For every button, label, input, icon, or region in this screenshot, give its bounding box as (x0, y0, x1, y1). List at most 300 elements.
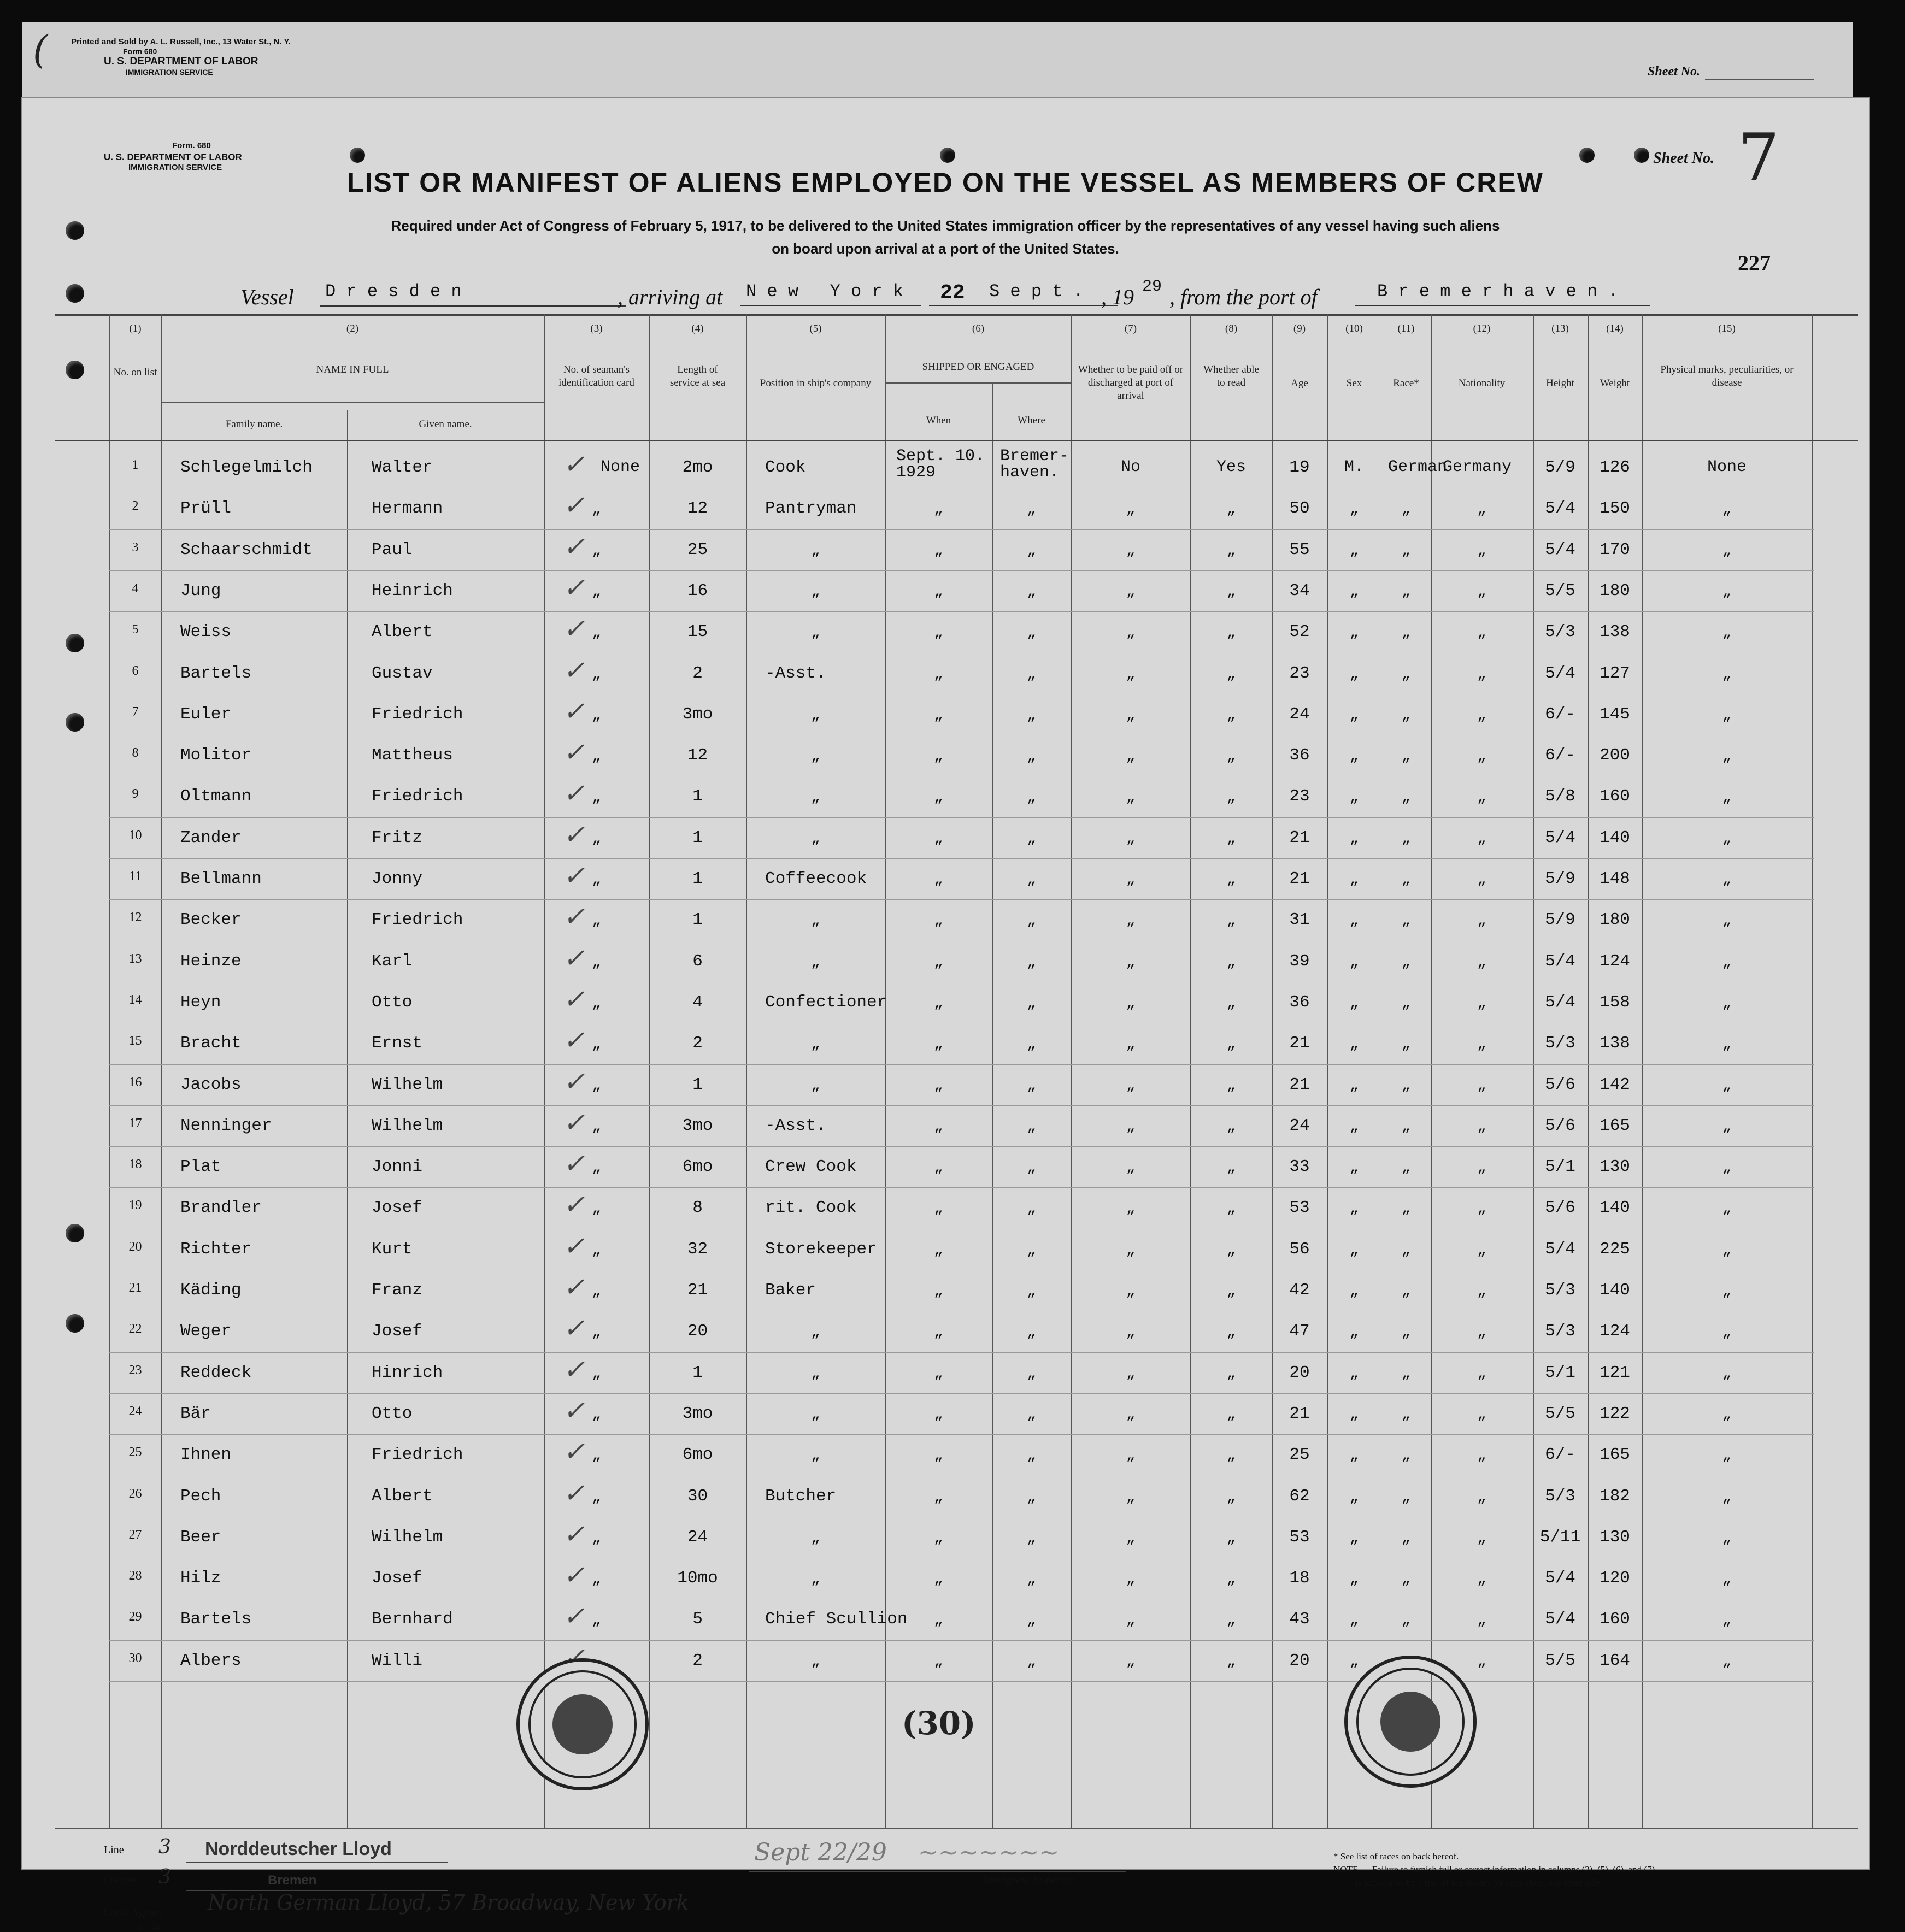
cell-length: 2 (692, 1034, 703, 1053)
check-mark-icon: ✓ (563, 943, 585, 974)
ditto-mark: „ (1401, 1200, 1411, 1218)
cell-length: 12 (687, 499, 708, 519)
cell-family: Schlegelmilch (180, 458, 313, 477)
consulate-seal (1344, 1656, 1477, 1788)
ditto-mark: „ (1349, 665, 1359, 683)
table-row (22, 572, 1869, 612)
ditto-mark: „ (934, 1241, 943, 1259)
ditto-mark: „ (1226, 1653, 1236, 1670)
cell-age: 21 (1289, 1075, 1310, 1094)
cell-given: Paul (372, 540, 413, 559)
ditto-mark: „ (1349, 912, 1359, 930)
cell-family: Nenninger (180, 1116, 272, 1135)
cell-weight: 180 (1600, 581, 1630, 600)
cell-weight: 160 (1600, 787, 1630, 806)
ditto-mark: „ (1226, 1406, 1236, 1423)
ditto-mark: „ (592, 748, 601, 765)
cell-no: 12 (128, 910, 142, 925)
ditto-mark: „ (811, 1571, 820, 1588)
cell-length: 2 (692, 1651, 703, 1670)
ditto-mark: „ (1126, 912, 1136, 930)
ditto-mark: „ (1349, 1365, 1359, 1382)
ditto-mark: „ (1401, 1077, 1411, 1094)
inspector-underline (749, 1871, 1126, 1872)
ditto-mark: „ (1722, 542, 1732, 559)
cell-height: 5/4 (1545, 499, 1575, 519)
cell-weight: 164 (1600, 1651, 1630, 1670)
cell-height: 5/1 (1545, 1363, 1575, 1382)
cell-given: Bernhard (372, 1610, 453, 1629)
col-header-age: Age (1291, 378, 1308, 389)
table-row (22, 736, 1869, 777)
cell-height: 5/3 (1545, 622, 1575, 642)
ditto-mark: „ (1126, 748, 1136, 765)
ditto-mark: „ (1226, 1447, 1236, 1465)
cell-age: 55 (1289, 540, 1310, 559)
binder-hole (66, 284, 84, 303)
cell-given: Wilhelm (372, 1527, 443, 1547)
check-mark-icon: ✓ (563, 655, 585, 686)
col-number: (8) (1225, 323, 1238, 334)
ditto-mark: „ (1722, 625, 1732, 642)
cell-weight: 180 (1600, 910, 1630, 930)
cell-family: Oltmann (180, 787, 252, 806)
ditto-mark: „ (1027, 994, 1036, 1012)
table-row (22, 859, 1869, 900)
col-header-position: Position in ship's company (760, 378, 872, 389)
cell-position: Butcher (765, 1486, 837, 1506)
ditto-mark: „ (1226, 706, 1236, 724)
cell-family: Plat (180, 1157, 221, 1177)
department: U. S. DEPARTMENT OF LABOR (104, 152, 242, 162)
ditto-mark: „ (592, 1612, 601, 1629)
cell-length: 6 (692, 951, 703, 971)
cell-age: 24 (1289, 704, 1310, 724)
cell-given: Jonni (372, 1157, 423, 1177)
ditto-mark: „ (1401, 1406, 1411, 1423)
ditto-mark: „ (1477, 994, 1486, 1012)
cell-family: Reddeck (180, 1363, 252, 1382)
ditto-mark: „ (1477, 1283, 1486, 1300)
ditto-mark: „ (1126, 1324, 1136, 1341)
ditto-mark: „ (934, 1653, 943, 1670)
ditto-mark: „ (934, 912, 943, 930)
ditto-mark: „ (1126, 1036, 1136, 1053)
cell-no: 2 (132, 499, 139, 514)
ditto-mark: „ (1722, 789, 1732, 806)
service: IMMIGRATION SERVICE (128, 163, 222, 172)
cell-family: Bär (180, 1404, 211, 1423)
inspector-scribble: ~~~~~~~ (918, 1839, 1060, 1866)
table-row (22, 1641, 1869, 1682)
ditto-mark: „ (592, 871, 601, 888)
cell-height: 5/4 (1545, 1569, 1575, 1588)
ditto-mark: „ (1722, 994, 1732, 1012)
ditto-mark: „ (934, 789, 943, 806)
ditto-mark: „ (592, 706, 601, 724)
ditto-mark: „ (1722, 1200, 1732, 1218)
ditto-mark: „ (592, 1159, 601, 1177)
cell-height: 5/4 (1545, 663, 1575, 683)
ditto-mark: „ (1126, 789, 1136, 806)
cell-no: 16 (128, 1075, 142, 1089)
ditto-mark: „ (1349, 625, 1359, 642)
ditto-mark: „ (934, 1324, 943, 1341)
ditto-mark: „ (1349, 501, 1359, 519)
table-row (22, 531, 1869, 572)
ditto-mark: „ (1401, 1036, 1411, 1053)
col-header-when: When (926, 415, 951, 426)
shipped-subheader-line (885, 382, 1071, 384)
ditto-mark: „ (934, 953, 943, 971)
ditto-mark: „ (811, 1529, 820, 1547)
cell-family: Bellmann (180, 869, 262, 888)
ditto-mark: „ (592, 665, 601, 683)
cell-given: Hinrich (372, 1363, 443, 1382)
ditto-mark: „ (1226, 1488, 1236, 1506)
table-row (22, 983, 1869, 1024)
ditto-mark: „ (1027, 748, 1036, 765)
ditto-mark: „ (1349, 1447, 1359, 1465)
ditto-mark: „ (1401, 953, 1411, 971)
cell-position: Storekeeper (765, 1239, 877, 1259)
cell-no: 21 (128, 1281, 142, 1295)
cell-position: -Asst. (765, 663, 826, 683)
cell-family: Käding (180, 1281, 242, 1300)
cell-position: Cook (765, 458, 806, 477)
top-sheet-label: Sheet No. (1648, 64, 1700, 79)
cell-length: 2mo (682, 458, 713, 477)
ditto-mark: „ (1027, 542, 1036, 559)
mark-3: 3 (158, 1836, 171, 1858)
check-mark-icon: ✓ (563, 1148, 585, 1180)
cell-height: 5/3 (1545, 1322, 1575, 1341)
table-row (22, 1353, 1869, 1394)
page-title: LIST OR MANIFEST OF ALIENS EMPLOYED ON THE VESSEL AS MEMBERS OF CREW (347, 167, 1544, 198)
ditto-mark: „ (1226, 830, 1236, 847)
ditto-mark: „ (1027, 871, 1036, 888)
check-mark-icon: ✓ (563, 1272, 585, 1303)
col-header-where: Where (1018, 415, 1045, 426)
cell-weight: 124 (1600, 951, 1630, 971)
departure-port: B r e m e r h a v e n . (1377, 281, 1619, 302)
ditto-mark: „ (811, 706, 820, 724)
cell-family: Jacobs (180, 1075, 242, 1094)
cell-height: 5/9 (1545, 869, 1575, 888)
ditto-mark: „ (811, 748, 820, 765)
ditto-mark: „ (1401, 1241, 1411, 1259)
ditto-mark: „ (1477, 1653, 1486, 1670)
check-mark-icon: ✓ (563, 1477, 585, 1509)
agents-label: Local Agents (104, 1907, 162, 1919)
line-underline (186, 1862, 448, 1863)
cell-weight: 138 (1600, 1034, 1630, 1053)
ditto-mark: „ (1401, 748, 1411, 765)
ditto-mark: „ (1722, 1159, 1732, 1177)
manifest-sheet (22, 98, 1869, 1931)
arrival-port: N e w Y o r k (746, 281, 904, 302)
cell-height: 5/6 (1545, 1116, 1575, 1135)
arriving-label: , arriving at (618, 285, 723, 309)
ditto-mark: „ (1477, 1365, 1486, 1382)
check-mark-icon: ✓ (563, 902, 585, 933)
cell-height: 5/9 (1545, 910, 1575, 930)
ditto-mark: „ (1226, 583, 1236, 600)
table-row (22, 942, 1869, 983)
cell-age: 21 (1289, 828, 1310, 847)
note-penalty-cont: is punishable by a fine of ten dollars for each alien. See other side. (1355, 1877, 1602, 1888)
cell-family: Bartels (180, 663, 252, 683)
cell-height: 5/1 (1545, 1157, 1575, 1177)
cell-weight: 200 (1600, 746, 1630, 765)
cell-age: 53 (1289, 1527, 1310, 1547)
ditto-mark: „ (1126, 1159, 1136, 1177)
cell-height: 5/5 (1545, 581, 1575, 600)
ditto-mark: „ (1226, 625, 1236, 642)
cell-no: 19 (128, 1198, 142, 1213)
cell-given: Friedrich (372, 787, 463, 806)
ditto-mark: „ (1226, 1036, 1236, 1053)
ditto-mark: „ (592, 830, 601, 847)
cell-height: 5/5 (1545, 1651, 1575, 1670)
ditto-mark: „ (1722, 1653, 1732, 1670)
cell-height: 5/4 (1545, 992, 1575, 1012)
check-mark-icon: ✓ (563, 1313, 585, 1344)
cell-length: 1 (692, 869, 703, 888)
ditto-mark: „ (1722, 501, 1732, 519)
cell-no: 13 (128, 951, 142, 966)
ditto-mark: „ (1477, 748, 1486, 765)
cell-weight: 130 (1600, 1527, 1630, 1547)
table-row (22, 1230, 1869, 1271)
page-mark: ( (33, 27, 48, 72)
ditto-mark: „ (1226, 501, 1236, 519)
cell-weight: 148 (1600, 869, 1630, 888)
ditto-mark: „ (1349, 1529, 1359, 1547)
cell-given: Karl (372, 951, 413, 971)
ditto-mark: „ (1401, 1653, 1411, 1670)
cell-length: 1 (692, 1075, 703, 1094)
ditto-mark: „ (1477, 1200, 1486, 1218)
cell-no: 20 (128, 1239, 142, 1254)
cell-height: 5/4 (1545, 1239, 1575, 1259)
cell-age: 19 (1289, 458, 1310, 477)
cell-age: 33 (1289, 1157, 1310, 1177)
cell-length: 32 (687, 1239, 708, 1259)
cell-weight: 130 (1600, 1157, 1630, 1177)
ditto-mark: „ (1401, 1365, 1411, 1382)
ditto-mark: „ (934, 1529, 943, 1547)
inspector-signature: Sept 22/29 (754, 1839, 887, 1866)
cell-given: Franz (372, 1281, 423, 1300)
ditto-mark: „ (1126, 1653, 1136, 1670)
cell-family: Zander (180, 828, 242, 847)
col-header-height: Height (1546, 378, 1574, 389)
ditto-mark: „ (934, 1365, 943, 1382)
cell-age: 23 (1289, 663, 1310, 683)
ditto-mark: „ (1477, 583, 1486, 600)
table-row (22, 1271, 1869, 1312)
ditto-mark: „ (1126, 1406, 1136, 1423)
cell-no: 5 (132, 622, 139, 637)
ditto-mark: „ (592, 1077, 601, 1094)
note-races: * See list of races on back hereof. (1333, 1851, 1459, 1862)
ditto-mark: „ (934, 1406, 943, 1423)
cell-age: 52 (1289, 622, 1310, 642)
ditto-mark: „ (934, 625, 943, 642)
cell-height: 5/6 (1545, 1198, 1575, 1218)
col-header-name: NAME IN FULL (316, 364, 389, 375)
ditto-mark: „ (934, 871, 943, 888)
ditto-mark: „ (1126, 1118, 1136, 1135)
ditto-mark: „ (1722, 912, 1732, 930)
table-row (22, 1518, 1869, 1559)
cell-height: 5/4 (1545, 540, 1575, 559)
ditto-mark: „ (1401, 1447, 1411, 1465)
cell-length: 24 (687, 1527, 708, 1547)
cell-given: Albert (372, 1486, 433, 1506)
cell-family: Bartels (180, 1610, 252, 1629)
cell-weight: 138 (1600, 622, 1630, 642)
ditto-mark: „ (1349, 1612, 1359, 1629)
ditto-mark: „ (1027, 1488, 1036, 1506)
table-bottom-border (55, 1828, 1858, 1829)
ditto-mark: „ (1401, 789, 1411, 806)
cell-weight: 150 (1600, 499, 1630, 519)
ditto-mark: „ (1027, 789, 1036, 806)
col-number: (12) (1473, 323, 1491, 334)
ditto-mark: „ (1401, 583, 1411, 600)
col-header-length: Length of service at sea (669, 364, 726, 388)
cell-given: Willi (372, 1651, 423, 1670)
cell-no: 3 (132, 540, 139, 555)
ditto-mark: „ (934, 1200, 943, 1218)
ditto-mark: „ (1477, 830, 1486, 847)
cell-age: 21 (1289, 869, 1310, 888)
ditto-mark: „ (1401, 871, 1411, 888)
cell-length: 4 (692, 992, 703, 1012)
ditto-mark: „ (934, 1571, 943, 1588)
ditto-mark: „ (811, 1406, 820, 1423)
cell-card: None (600, 458, 640, 476)
ditto-mark: „ (1722, 953, 1732, 971)
cell-length: 20 (687, 1322, 708, 1341)
ditto-mark: „ (1401, 1488, 1411, 1506)
cell-weight: 182 (1600, 1486, 1630, 1506)
ditto-mark: „ (1477, 501, 1486, 519)
ditto-mark: „ (1027, 665, 1036, 683)
header-bottom-border (55, 440, 1858, 441)
ditto-mark: „ (1027, 1447, 1036, 1465)
cell-family: Beer (180, 1527, 221, 1547)
cell-age: 23 (1289, 787, 1310, 806)
ditto-mark: „ (1349, 830, 1359, 847)
ditto-mark: „ (811, 1036, 820, 1053)
check-mark-icon: ✓ (563, 1436, 585, 1468)
cell-no: 23 (128, 1363, 142, 1377)
ditto-mark: „ (1477, 1241, 1486, 1259)
ditto-mark: „ (811, 1653, 820, 1670)
cell-no: 9 (132, 787, 139, 802)
ditto-mark: „ (1722, 1283, 1732, 1300)
col-number: (1) (129, 323, 142, 334)
ditto-mark: „ (1126, 665, 1136, 683)
stamp-number: 227 (1738, 251, 1771, 275)
table-row (22, 1024, 1869, 1065)
ditto-mark: „ (1226, 1571, 1236, 1588)
ditto-mark: „ (1027, 953, 1036, 971)
binder-hole (1634, 148, 1649, 163)
ditto-mark: „ (934, 665, 943, 683)
mark-3: 3 (158, 1866, 171, 1888)
ditto-mark: „ (1126, 1612, 1136, 1629)
ditto-mark: „ (811, 583, 820, 600)
cell-length: 1 (692, 787, 703, 806)
agents-value: North German Lloyd, 57 Broadway, New York (208, 1890, 689, 1915)
cell-family: Bracht (180, 1034, 242, 1053)
cell-age: 25 (1289, 1445, 1310, 1465)
ditto-mark: „ (1027, 1406, 1036, 1423)
ditto-mark: „ (1722, 1488, 1732, 1506)
col-number: (11) (1397, 323, 1415, 334)
vessel-label: Vessel (240, 285, 294, 309)
cell-height: 5/4 (1545, 1610, 1575, 1629)
cell-height: 5/11 (1539, 1527, 1581, 1547)
total-count: (30) (902, 1705, 976, 1742)
ditto-mark: „ (1349, 1488, 1359, 1506)
cell-no: 10 (128, 828, 142, 843)
table-row (22, 448, 1869, 489)
ditto-mark: „ (1477, 1118, 1486, 1135)
port-underline (740, 305, 921, 306)
table-row (22, 1435, 1869, 1476)
check-mark-icon: ✓ (563, 1066, 585, 1097)
ditto-mark: „ (1126, 706, 1136, 724)
ditto-mark: „ (1226, 994, 1236, 1012)
cell-height: 5/3 (1545, 1281, 1575, 1300)
ditto-mark: „ (934, 583, 943, 600)
arrival-month: S e p t . (989, 281, 1084, 302)
ditto-mark: „ (592, 1324, 601, 1341)
cell-length: 21 (687, 1281, 708, 1300)
cell-age: 31 (1289, 910, 1310, 930)
cell-age: 43 (1289, 1610, 1310, 1629)
col-header-sex: Sex (1346, 378, 1362, 389)
cell-given: Walter (372, 458, 433, 477)
ditto-mark: „ (1226, 665, 1236, 683)
col-number: (3) (590, 323, 603, 334)
year-prefix: , 19 (1101, 285, 1134, 309)
cell-length: 16 (687, 581, 708, 600)
owners-value: Bremen (268, 1873, 317, 1888)
ditto-mark: „ (1722, 1406, 1732, 1423)
ditto-mark: „ (1126, 542, 1136, 559)
ditto-mark: „ (1226, 1283, 1236, 1300)
ditto-mark: „ (1722, 583, 1732, 600)
cell-length: 30 (687, 1486, 708, 1506)
ditto-mark: „ (1027, 583, 1036, 600)
ditto-mark: „ (811, 1365, 820, 1382)
cell-age: 36 (1289, 992, 1310, 1012)
ditto-mark: „ (592, 953, 601, 971)
cell-height: 6/- (1545, 704, 1575, 724)
cell-weight: 145 (1600, 704, 1630, 724)
ditto-mark: „ (934, 1612, 943, 1629)
cell-weight: 140 (1600, 828, 1630, 847)
ditto-mark: „ (1401, 625, 1411, 642)
ditto-mark: „ (1027, 830, 1036, 847)
ditto-mark: „ (934, 1159, 943, 1177)
